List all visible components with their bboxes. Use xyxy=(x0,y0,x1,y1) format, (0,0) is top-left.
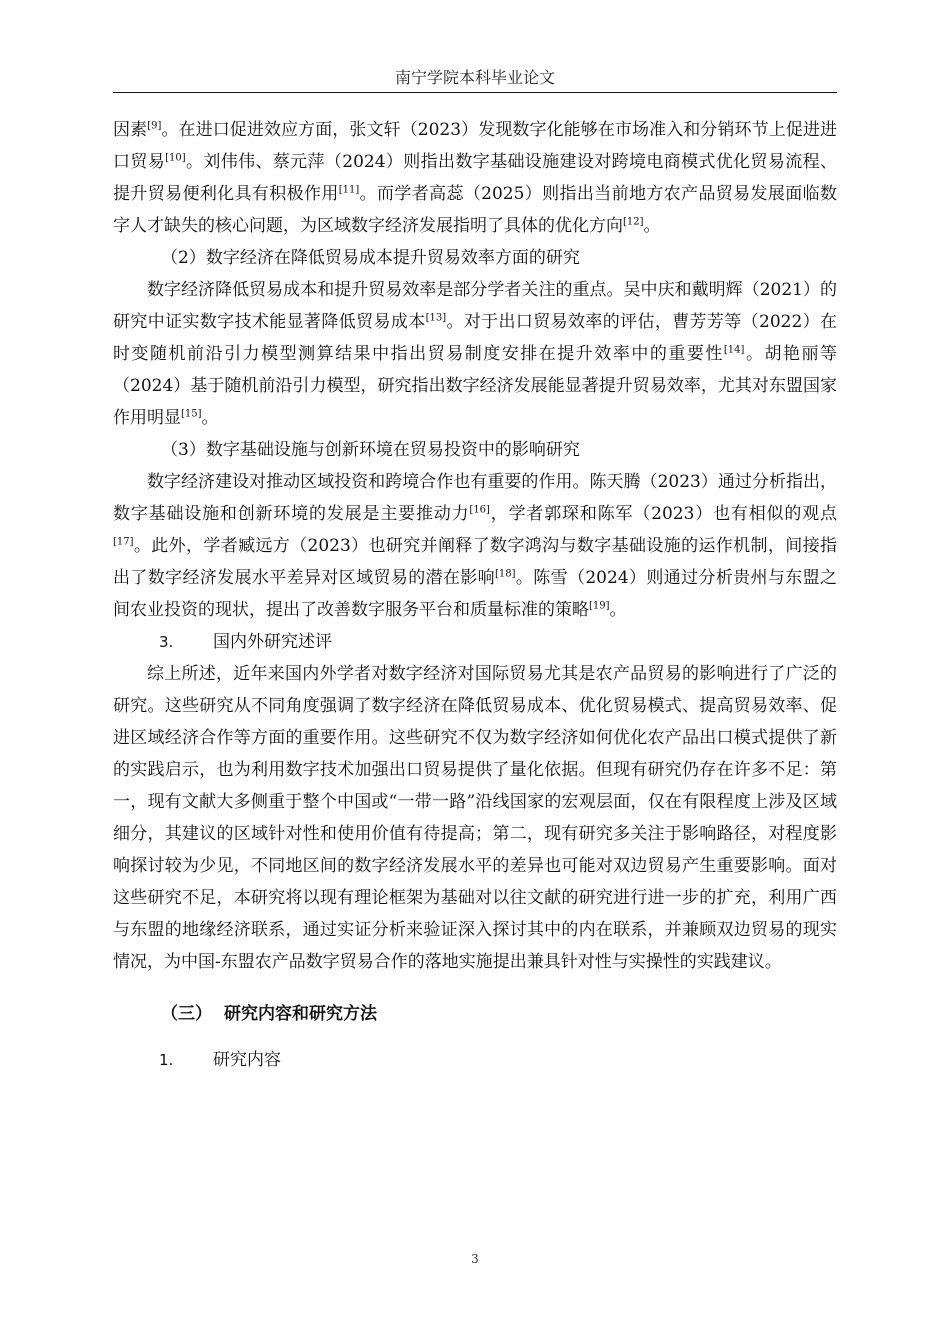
paragraph-2: 数字经济降低贸易成本和提升贸易效率是部分学者关注的重点。吴中庆和戴明辉（2021）的研究中证实数字技术能显著降低贸易成本[13]。对于出口贸易效率的评估，曹芳芳等（2022）在时变随机前沿引力模型测算结果中指出贸易制度安排在提升效率中的重要性[14]。胡艳丽等（2024）基于随机前沿引力模型，研究指出数字经济发展能显著提升贸易效率，尤其对东盟国家作用明显[15]。 xyxy=(113,280,838,428)
citation: [14] xyxy=(723,344,745,356)
paragraph-1: 因素[9]。在进口促进效应方面，张文轩（2023）发现数字化能够在市场准入和分销环节上促进进口贸易[10]。刘伟伟、蔡元萍（2024）则指出数字基础设施建设对跨境电商模式优化贸易流程、提升贸易便利化具有积极作用[11]。而学者高蕊（2025）则指出当前地方农产品贸易发展面临数字人才缺失的核心问题，为区域数字经济发展指明了具体的优化方向[12]。 xyxy=(113,120,838,236)
header-rule xyxy=(113,92,837,93)
citation: [9] xyxy=(147,120,162,132)
heading-text: 研究内容 xyxy=(213,1050,281,1070)
citation: [10] xyxy=(165,152,186,164)
citation: [18] xyxy=(495,568,516,580)
citation: [12] xyxy=(623,216,644,228)
heading-content xyxy=(113,1044,837,1076)
paragraph-3: 数字经济建设对推动区域投资和跨境合作也有重要的作用。陈天腾（2023）通过分析指出，数字基础设施和创新环境的发展是主要推动力[16]，学者郭琛和陈军（2023）也有相似的观点[17]。此外，学者臧远方（2023）也研究并阐释了数字鸿沟与数字基础设施的运作机制，间接指出了数字经济发展水平差异对区域贸易的潜在影响[18]。陈雪（2024）则通过分析贵州与东盟之间农业投资的现状，提出了改善数字服务平台和质量标准的策略[19]。 xyxy=(113,472,838,620)
section-number: （三） xyxy=(161,1004,212,1024)
section-heading xyxy=(113,998,837,1030)
section-title: 研究内容和研究方法 xyxy=(224,1004,377,1024)
subheading-2: （2）数字经济在降低贸易成本提升贸易效率方面的研究 xyxy=(161,248,580,268)
citation: [11] xyxy=(338,184,360,196)
heading-text: 国内外研究述评 xyxy=(213,632,332,652)
heading-review xyxy=(113,626,837,658)
subheading-3: （3）数字基础设施与创新环境在贸易投资中的影响研究 xyxy=(161,440,580,460)
running-header: 南宁学院本科毕业论文 xyxy=(394,68,555,87)
citation: [13] xyxy=(425,312,447,324)
page-number: 3 xyxy=(471,1252,479,1266)
citation: [19] xyxy=(589,600,610,612)
body-text xyxy=(113,114,837,1076)
heading-number: 1. xyxy=(159,1051,174,1069)
citation: [16] xyxy=(469,504,490,516)
citation: [15] xyxy=(181,408,202,420)
heading-number: 3. xyxy=(159,633,174,651)
citation: [17] xyxy=(113,536,134,548)
paragraph-4: 综上所述，近年来国内外学者对数字经济对国际贸易尤其是农产品贸易的影响进行了广泛的研究。这些研究从不同角度强调了数字经济在降低贸易成本、优化贸易模式、提高贸易效率、促进区域经济合作等方面的重要作用。这些研究不仅为数字经济如何优化农产品出口模式提供了新的实践启示，也为利用数字技术加强出口贸易提供了量化依据。但现有研究仍存在许多不足：第一，现有文献大多侧重于整个中国或“一带一路”沿线国家的宏观层面，仅在有限程度上涉及区域细分，其建议的区域针对性和使用价值有待提高；第二，现有研究多关注于影响路径，对程度影响探讨较为少见，不同地区间的数字经济发展水平的差异也可能对双边贸易产生重要影响。面对这些研究不足，本研究将以现有理论框架为基础对以往文献的研究进行进一步的扩充，利用广西与东盟的地缘经济联系，通过实证分析来验证深入探讨其中的内在联系，并兼顾双边贸易的现实情况，为中国-东盟农产品数字贸易合作的落地实施提出兼具针对性与实操性的实践建议。 xyxy=(113,664,837,972)
